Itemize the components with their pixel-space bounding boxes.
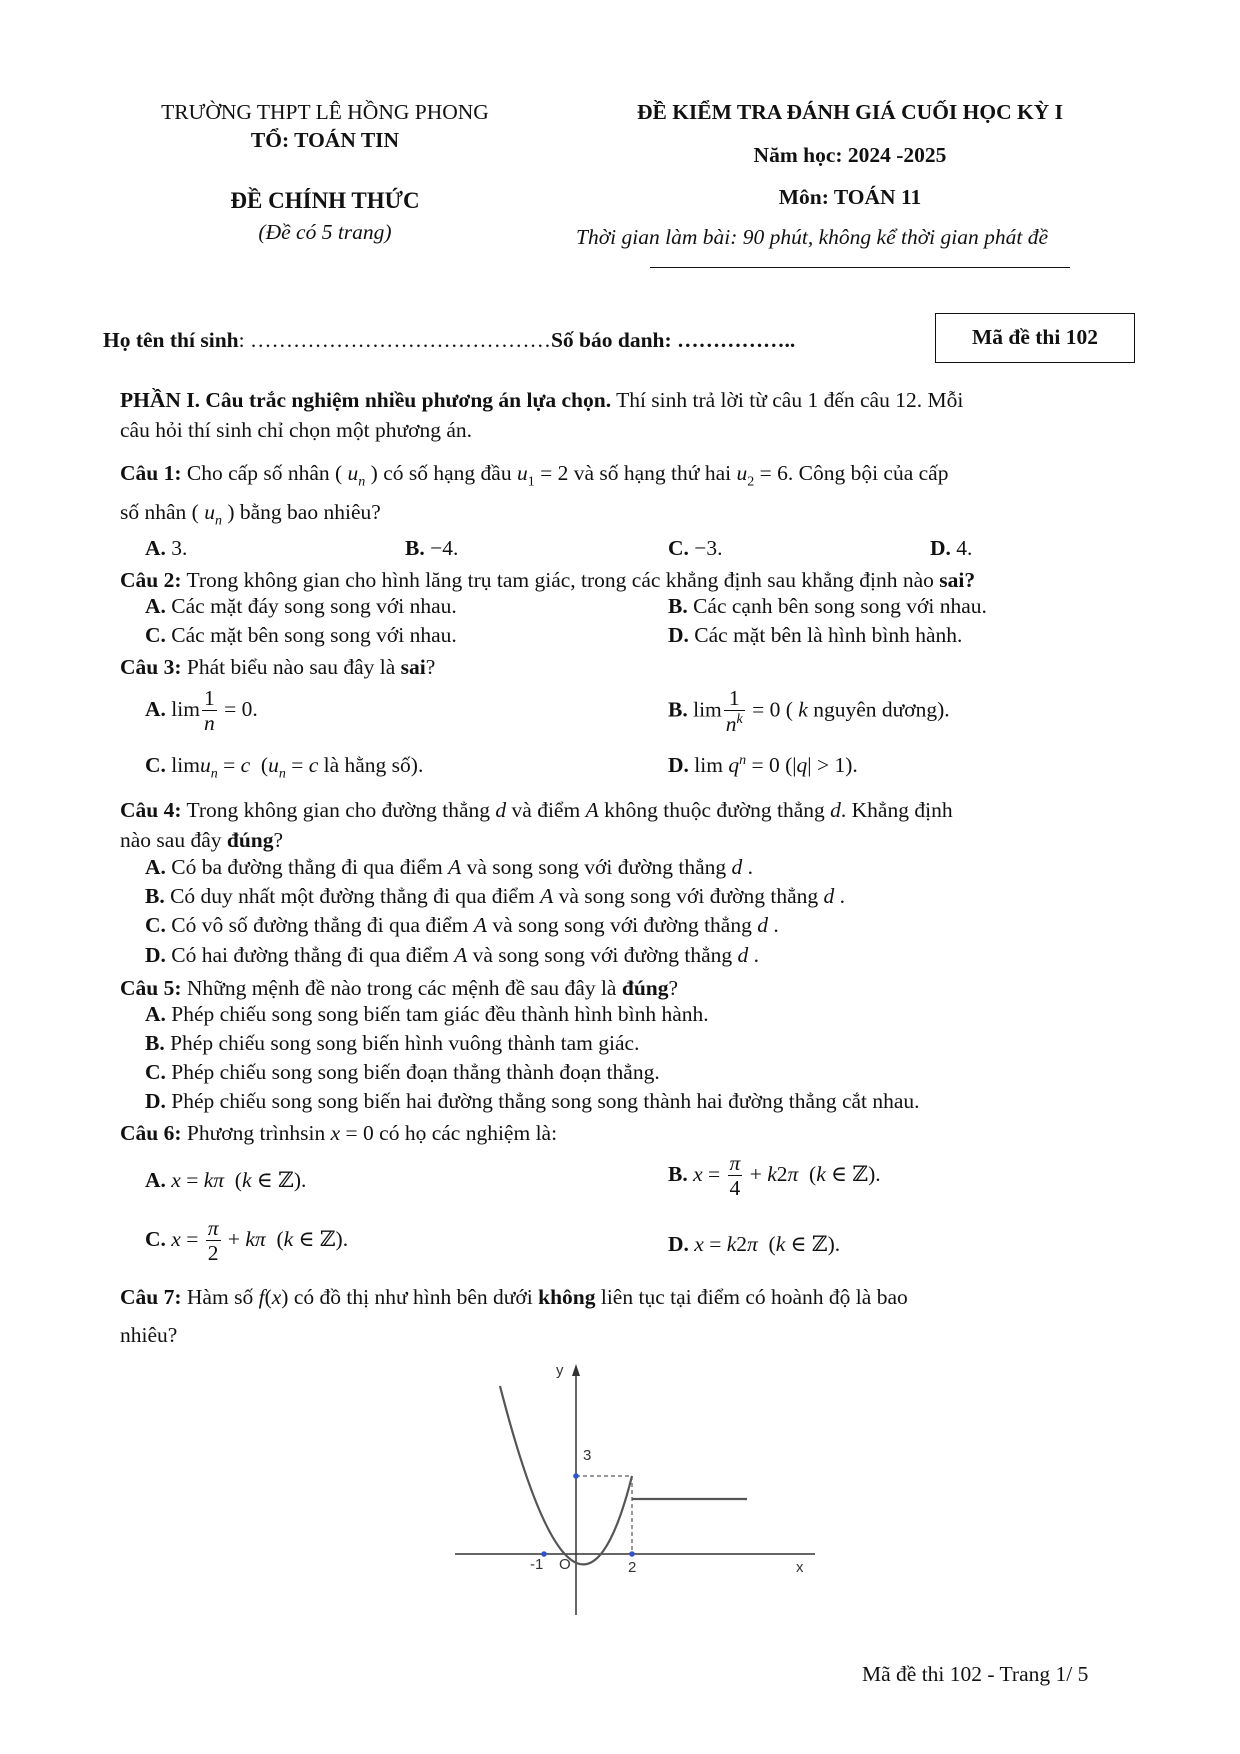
- q2-text-c: Các mặt bên song song với nhau.: [171, 623, 457, 647]
- q1-letter-d: D.: [930, 536, 951, 560]
- pages-note: (Đề có 5 trang): [258, 220, 392, 244]
- q2-text-a: Các mặt đáy song song với nhau.: [171, 594, 457, 618]
- q1-text-5: số nhân: [120, 500, 192, 524]
- q6-label: Câu 6:: [120, 1121, 182, 1145]
- tick-label-neg1: -1: [530, 1556, 544, 1573]
- y-axis-label: y: [556, 1362, 564, 1379]
- q5-emph: đúng: [621, 976, 669, 1000]
- q1-value-b: −4: [430, 536, 453, 560]
- q3-letter-b: B.: [668, 697, 688, 722]
- q3-letter-c: C.: [145, 753, 166, 777]
- q5-text-c: Phép chiếu song song biến đoạn thẳng thành đoạn thẳng.: [171, 1060, 660, 1084]
- q5-text-b: Phép chiếu song song biến hình vuông thành tam giác.: [170, 1031, 640, 1055]
- question-7: Câu 7: Hàm số f(x) có đồ thị như hình bên dưới không liên tục tại điểm có hoành độ là bao: [120, 1285, 908, 1309]
- q2-text: Trong không gian cho hình lăng trụ tam giác, trong các khẳng định sau khẳng định nào: [181, 568, 940, 592]
- exam-code-box: Mã đề thi 102: [935, 313, 1135, 363]
- q2-option-b[interactable]: [668, 594, 987, 619]
- q1-text-4: . Công bội của cấp: [787, 461, 949, 485]
- question-2: [120, 565, 1130, 595]
- q6-text-2: có họ các nghiệm là:: [373, 1121, 558, 1145]
- question-6: Câu 6: Phương trìnhsin x = 0 có họ các nghiệm là:: [120, 1121, 558, 1145]
- q4-emph: đúng: [226, 828, 274, 852]
- q4-text-5: nào sau đây: [120, 828, 227, 852]
- q2-letter-c: C.: [145, 623, 166, 647]
- q5-text: Những mệnh đề nào trong các mệnh đề sau đây là: [181, 976, 622, 1000]
- question-1: Câu 1: Cho cấp số nhân ( $u_n$ ) có số hạng đầu $u_1 = 2$ và số hạng thứ hai $u_2 = 6$. Công bội của cấp: [120, 461, 949, 490]
- q2-letter-a: A.: [145, 594, 166, 618]
- q5-letter-a: A.: [145, 1002, 166, 1026]
- x-axis-label: x: [796, 1559, 804, 1576]
- q1-value-c: −3: [694, 536, 718, 560]
- q3-option-a[interactable]: A. lim $\frac{1}{n}$ = 0.: [145, 686, 258, 735]
- question-7-cont: [120, 1320, 1130, 1350]
- q1-letter-b: B.: [405, 536, 425, 560]
- point-x2: [629, 1551, 635, 1557]
- q3-option-b[interactable]: B. lim $\frac{1}{n^k}$ = 0 ( k nguyên dương).: [668, 686, 950, 736]
- q3-label: Câu 3:: [120, 655, 182, 679]
- part1-desc2: câu hỏi thí sinh chỉ chọn một phương án.: [120, 418, 473, 442]
- school-name: TRƯỜNG THPT LÊ HỒNG PHONG: [161, 100, 489, 124]
- question-3: Câu 3: Phát biểu nào sau đây là sai?: [120, 655, 436, 679]
- q1-text-6: bằng bao nhiêu?: [234, 500, 381, 524]
- tick-label-3: 3: [583, 1447, 592, 1464]
- official-label: ĐỀ CHÍNH THỨC: [230, 188, 420, 213]
- question-1-cont: số nhân ( $u_n$ ) bằng bao nhiêu?: [120, 500, 381, 529]
- q1-text-3: và số hạng thứ hai: [568, 461, 737, 485]
- q3-option-d[interactable]: D. $\lim q^n = 0$ (|q| > 1).: [668, 753, 858, 778]
- q3-note-c: là hằng số).: [323, 753, 424, 777]
- q6-letter-a: A.: [145, 1168, 166, 1192]
- school-year: Năm học: 2024 -2025: [753, 143, 947, 167]
- q4-option-b[interactable]: B. Có duy nhất một đường thẳng đi qua điểm A và song song với đường thẳng d .: [145, 884, 846, 908]
- q4-option-d[interactable]: D. Có hai đường thẳng đi qua điểm A và song song với đường thẳng d .: [145, 943, 759, 967]
- function-graph: [440, 1350, 840, 1620]
- q1-value-a: 3: [171, 536, 183, 560]
- exam-title: ĐỀ KIỂM TRA ĐÁNH GIÁ CUỐI HỌC KỲ I: [636, 100, 1064, 124]
- q2-letter-d: D.: [668, 623, 689, 647]
- name-label: Họ tên thí sinh: [103, 328, 239, 352]
- q1-value-d: 4: [956, 536, 968, 560]
- q2-label: Câu 2:: [120, 568, 182, 592]
- header-rule: [650, 267, 1070, 268]
- q3-letter-d: D.: [668, 753, 689, 778]
- q1-letter-c: C.: [668, 536, 689, 560]
- q6-letter-b: B.: [668, 1161, 688, 1186]
- q1-text-1: Cho cấp số nhân: [181, 461, 335, 485]
- q4-letter-b: B.: [145, 884, 165, 908]
- id-label: Số báo danh: ……………..: [550, 328, 796, 352]
- q3-letter-a: A.: [145, 696, 166, 721]
- tick-label-2: 2: [628, 1559, 637, 1576]
- q4-tail-d: và song song với đường thẳng: [467, 943, 738, 967]
- q7-text-1: Hàm số: [181, 1285, 259, 1309]
- q4-text-b: Có duy nhất một đường thẳng đi qua điểm: [170, 884, 541, 908]
- q6-option-a[interactable]: A. x = kπ (k ∈ ℤ).: [145, 1168, 307, 1192]
- q1-option-b[interactable]: B. −4.: [405, 536, 459, 560]
- q3-emph: sai: [400, 655, 426, 679]
- q6-option-c[interactable]: C. x = $\frac{\pi}{2}$ + kπ (k ∈ ℤ).: [145, 1216, 349, 1265]
- q5-option-d[interactable]: [145, 1089, 920, 1114]
- question-4: Câu 4: Trong không gian cho đường thẳng d và điểm A không thuộc đường thẳng d. Khẳng định nào sau đây đúng?: [120, 798, 953, 852]
- subject: Môn: TOÁN 11: [778, 185, 922, 209]
- q7-label: Câu 7:: [120, 1285, 182, 1309]
- q5-text-d: Phép chiếu song song biến hai đường thẳng song song thành hai đường thẳng cắt nhau.: [171, 1089, 920, 1113]
- q6-letter-c: C.: [145, 1226, 166, 1251]
- q2-letter-b: B.: [668, 594, 688, 618]
- q3-note-b: nguyên dương).: [807, 697, 950, 722]
- q4-text-a: Có ba đường thẳng đi qua điểm: [171, 855, 449, 879]
- q3-text: Phát biểu nào sau đây là: [181, 655, 401, 679]
- q4-letter-a: A.: [145, 855, 166, 879]
- q4-text-d: Có hai đường thẳng đi qua điểm: [171, 943, 455, 967]
- q3-option-c[interactable]: C. limu$_n$ = c ($u_n = c$ là hằng số).: [145, 753, 424, 782]
- q5-letter-d: D.: [145, 1089, 166, 1113]
- q2-text-d: Các mặt bên là hình bình hành.: [694, 623, 963, 647]
- q4-text-3: không thuộc đường thẳng: [598, 798, 831, 822]
- q4-text-c: Có vô số đường thẳng đi qua điểm: [171, 913, 474, 937]
- student-info-line: [103, 328, 795, 353]
- q1-label: Câu 1:: [120, 461, 182, 485]
- page-footer: Mã đề thi 102 - Trang 1/ 5: [862, 1662, 1089, 1686]
- part1-desc1: Thí sinh trả lời từ câu 1 đến câu 12. Mỗi: [611, 388, 964, 412]
- q4-option-a[interactable]: A. Có ba đường thẳng đi qua điểm A và song song với đường thẳng d .: [145, 855, 754, 879]
- q1-option-a[interactable]: A. 3.: [145, 536, 188, 560]
- department: TỔ: TOÁN TIN: [250, 128, 400, 152]
- q5-letter-b: B.: [145, 1031, 165, 1055]
- part1-title: PHẦN I. Câu trắc nghiệm nhiều phương án lựa chọn.: [120, 388, 612, 412]
- q6-letter-d: D.: [668, 1232, 689, 1256]
- q1-letter-a: A.: [145, 536, 166, 560]
- point-y3: [573, 1473, 579, 1479]
- q5-option-c[interactable]: [145, 1060, 660, 1085]
- q4-tail-a: và song song với đường thẳng: [461, 855, 732, 879]
- q4-letter-d: D.: [145, 943, 166, 967]
- q4-text-1: Trong không gian cho đường thẳng: [181, 798, 496, 822]
- q1-option-d[interactable]: D. 4.: [930, 536, 973, 560]
- name-dots: : ……………………………………: [238, 328, 551, 352]
- q4-label: Câu 4:: [120, 798, 182, 822]
- q2-text-b: Các cạnh bên song song với nhau.: [693, 594, 987, 618]
- q4-letter-c: C.: [145, 913, 166, 937]
- part1-intro: [120, 385, 1130, 445]
- origin-label: O: [559, 1556, 571, 1573]
- question-5: Câu 5: Những mệnh đề nào trong các mệnh đề sau đây là đúng?: [120, 976, 679, 1000]
- q5-text-a: Phép chiếu song song biến tam giác đều thành hình bình hành.: [171, 1002, 709, 1026]
- q7-text-3: liên tục tại điểm có hoành độ là bao: [595, 1285, 908, 1309]
- q4-tail-c: và song song với đường thẳng: [486, 913, 758, 937]
- q5-option-b[interactable]: [145, 1031, 639, 1056]
- q4-text-4: . Khẳng định: [840, 798, 953, 822]
- time-note: Thời gian làm bài: 90 phút, không kể thời gian phát đề: [576, 225, 1049, 249]
- q2-option-d[interactable]: [668, 623, 962, 648]
- q6-text-1: Phương trình: [181, 1121, 301, 1145]
- q2-option-a[interactable]: [145, 594, 457, 619]
- q1-text-2: có số hạng đầu: [377, 461, 517, 485]
- q2-emph: sai?: [939, 568, 976, 592]
- q7-text-2: có đồ thị như hình bên dưới: [288, 1285, 539, 1309]
- y-axis-arrow: [572, 1364, 580, 1376]
- q2-option-c[interactable]: [145, 623, 457, 648]
- q4-tail-b: và song song với đường thẳng: [553, 884, 824, 908]
- parabola-branch: [500, 1386, 632, 1564]
- q4-text-2: và điểm: [506, 798, 586, 822]
- q5-letter-c: C.: [145, 1060, 166, 1084]
- q6-option-b[interactable]: B. x = $\frac{\pi}{4}$ + k2π (k ∈ ℤ).: [668, 1151, 881, 1200]
- q7-emph: không: [538, 1285, 596, 1309]
- q1-option-c[interactable]: C. −3.: [668, 536, 723, 560]
- q5-option-a[interactable]: [145, 1002, 709, 1027]
- q6-option-d[interactable]: D. x = k2π (k ∈ ℤ).: [668, 1232, 841, 1256]
- q7-text-4: nhiêu?: [120, 1323, 178, 1347]
- q4-option-c[interactable]: C. Có vô số đường thẳng đi qua điểm A và song song với đường thẳng d .: [145, 913, 779, 937]
- q5-label: Câu 5:: [120, 976, 182, 1000]
